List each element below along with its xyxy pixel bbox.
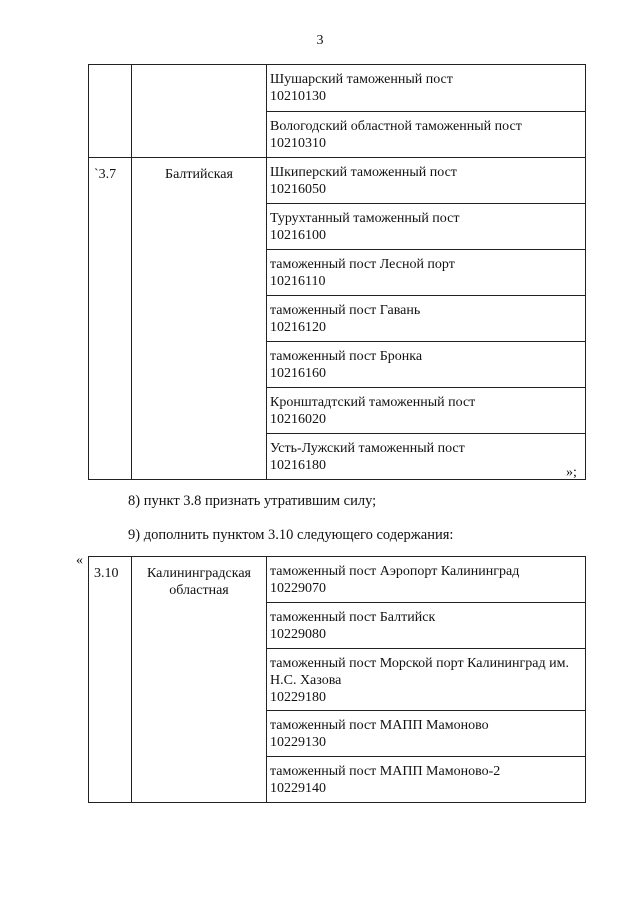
post-cell	[267, 342, 586, 388]
post-code: 10229180	[270, 690, 326, 705]
opening-quote-mark: «	[76, 553, 83, 568]
post-cell	[267, 204, 586, 250]
post-cell	[267, 711, 586, 757]
row-number-cell: 3.10	[89, 557, 132, 803]
post-name: Шкиперский таможенный пост	[270, 165, 457, 180]
paragraph-item-8: 8) пункт 3.8 признать утратившим силу;	[128, 493, 377, 509]
post-code: 10229130	[270, 735, 326, 750]
post-cell	[267, 649, 586, 711]
post-code: 10216050	[270, 182, 326, 197]
table-row	[89, 65, 586, 112]
post-cell	[267, 158, 586, 204]
region-cell: Балтийская	[132, 158, 267, 480]
post-name: таможенный пост Аэропорт Калининград	[270, 564, 520, 579]
post-cell	[267, 296, 586, 342]
post-code: 10216100	[270, 228, 326, 243]
post-name: Турухтанный таможенный пост	[270, 211, 460, 226]
region-cell	[132, 65, 267, 158]
post-name: таможенный пост Лесной порт	[270, 257, 455, 272]
post-cell	[267, 65, 586, 112]
post-code: 10229080	[270, 627, 326, 642]
row-number-cell: `3.7	[89, 158, 132, 480]
post-name: Вологодский областной таможенный пост	[270, 119, 522, 134]
post-code: 10216120	[270, 320, 326, 335]
post-name: таможенный пост Морской порт Калининград им. Н.С. Хазова	[270, 656, 569, 688]
post-code: 10216180	[270, 458, 326, 473]
page-number: 3	[316, 33, 324, 48]
post-cell	[267, 388, 586, 434]
closing-quote-mark: »;	[566, 465, 577, 480]
row-number-cell	[89, 65, 132, 158]
paragraph-item-9: 9) дополнить пунктом 3.10 следующего содержания:	[128, 527, 454, 543]
post-name: таможенный пост Балтийск	[270, 610, 436, 625]
post-code: 10216160	[270, 366, 326, 381]
post-cell	[267, 250, 586, 296]
post-cell	[267, 757, 586, 803]
post-name: Шушарский таможенный пост	[270, 72, 453, 87]
post-cell	[267, 434, 586, 480]
post-code: 10216020	[270, 412, 326, 427]
post-code: 10229140	[270, 781, 326, 796]
post-code: 10210310	[270, 136, 326, 151]
region-cell: Калининградская областная	[132, 557, 267, 803]
customs-posts-table-continued	[88, 64, 586, 480]
post-name: Кронштадтский таможенный пост	[270, 395, 476, 410]
post-cell	[267, 557, 586, 603]
post-name: Усть-Лужский таможенный пост	[270, 441, 465, 456]
post-code: 10216110	[270, 274, 326, 289]
customs-post-3-10-table	[88, 556, 586, 803]
post-name: таможенный пост Бронка	[270, 349, 423, 364]
table-row	[89, 557, 586, 603]
table-row	[89, 158, 586, 204]
post-cell	[267, 603, 586, 649]
post-name: таможенный пост МАПП Мамоново	[270, 718, 489, 733]
post-cell	[267, 112, 586, 158]
post-code: 10210130	[270, 89, 326, 104]
post-name: таможенный пост МАПП Мамоново-2	[270, 764, 501, 779]
post-name: таможенный пост Гавань	[270, 303, 421, 318]
post-code: 10229070	[270, 581, 326, 596]
